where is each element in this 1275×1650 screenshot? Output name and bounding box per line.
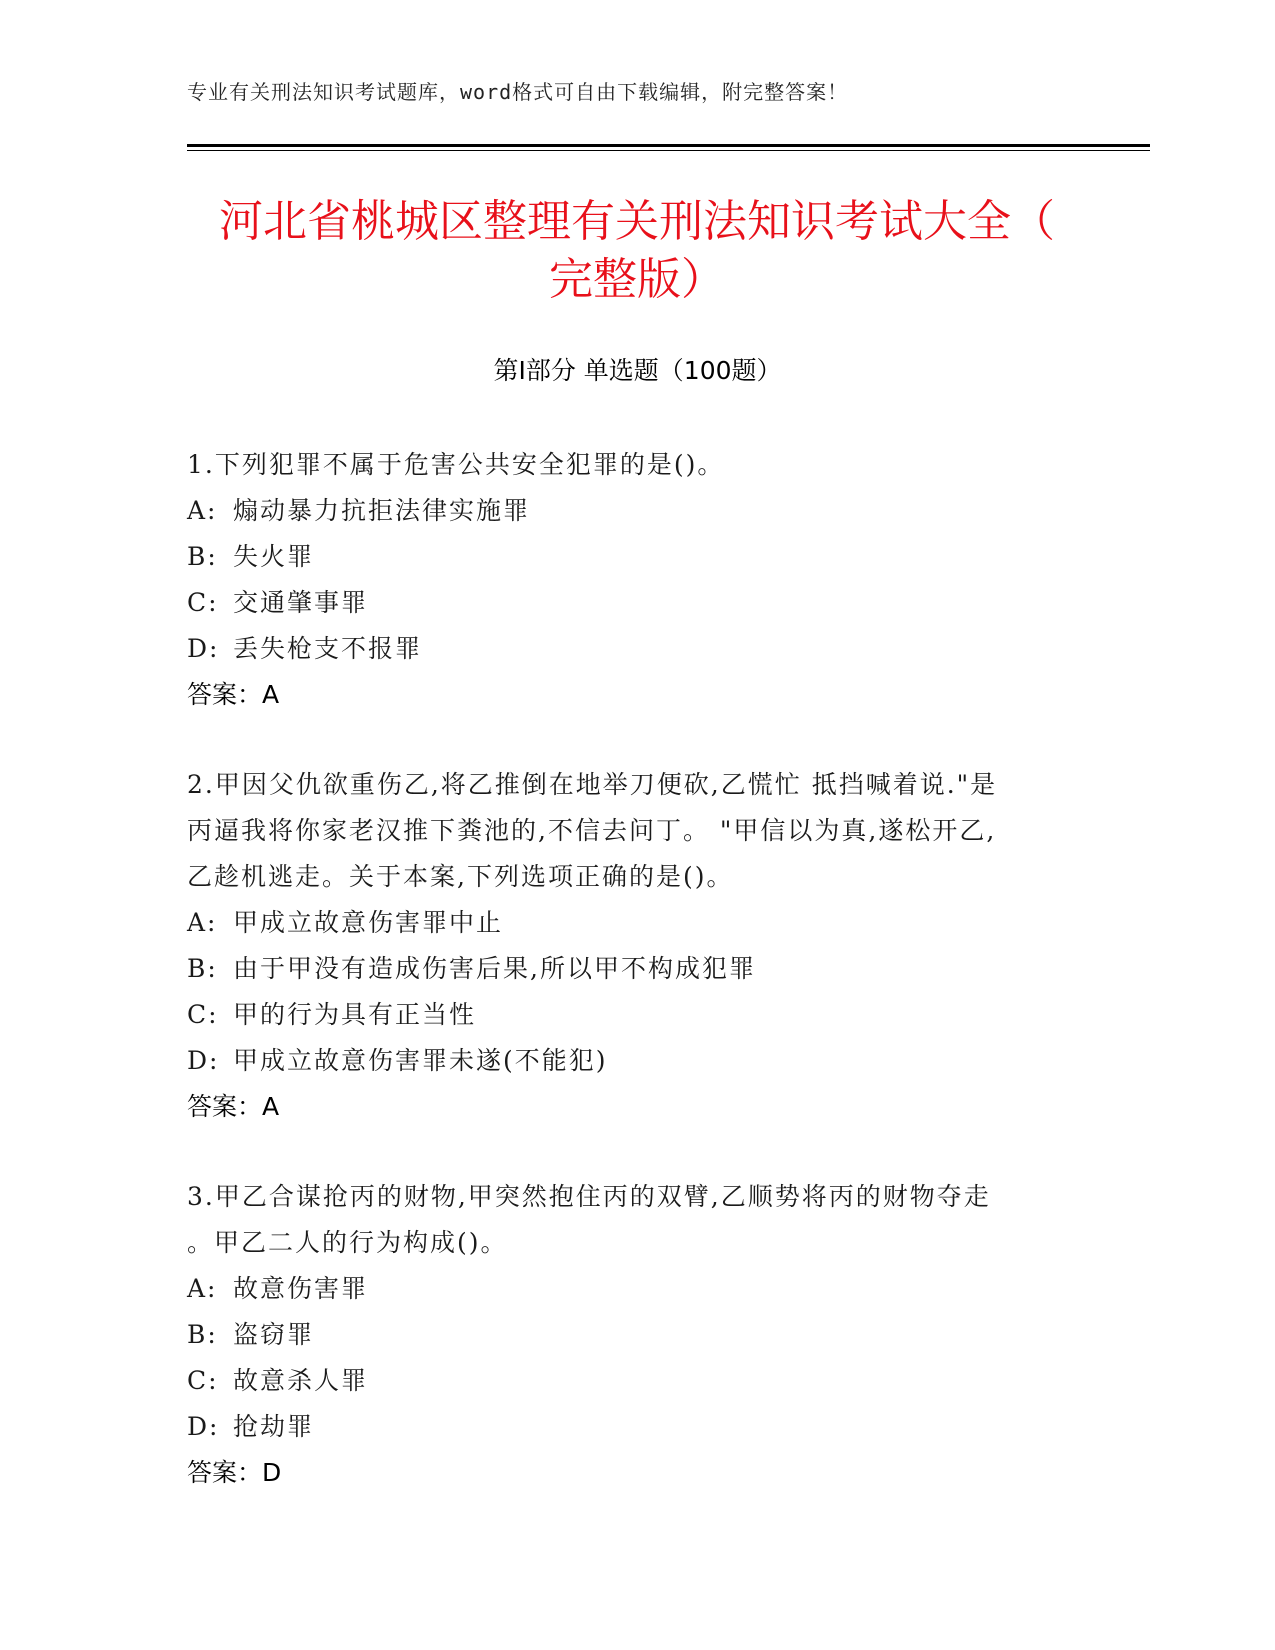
option-key: B: [187,542,218,571]
section-title: 第Ⅰ部分 单选题（100题） [493,356,782,385]
option-c [187,1358,1087,1404]
option-c [187,580,1087,626]
answer-label: 答案： [187,1092,263,1121]
option-c [187,992,1087,1038]
option-text: 由于甲没有造成伤害后果,所以甲不构成犯罪 [233,954,756,983]
option-d [187,1038,1087,1084]
answer-value: A [262,1092,280,1121]
option-b [187,1312,1087,1358]
document-title-line-1: 河北省桃城区整理有关刑法知识考试大全（ [219,196,1055,247]
option-a [187,900,1087,946]
question-list [187,442,1087,1540]
document-title-line-2: 完整版） [549,254,725,305]
option-key: D: [187,1046,220,1075]
option-text: 抢劫罪 [233,1412,315,1441]
question-stem-line: 3.甲乙合谋抢丙的财物,甲突然抱住丙的双臂,乙顺势将丙的财物夺走 [187,1182,991,1211]
question-stem-line: 。甲乙二人的行为构成()。 [187,1228,508,1257]
question-stem-line: 2.甲因父仇欲重伤乙,将乙推倒在地举刀便砍,乙慌忙 抵挡喊着说."是 [187,770,998,799]
question-3 [187,1174,1087,1496]
option-b [187,946,1087,992]
page-header-text: 专业有关刑法知识考试题库，word格式可自由下载编辑，附完整答案！ [187,80,849,104]
question-stem-line: 丙逼我将你家老汉推下粪池的,不信去问丁。 "甲信以为真,遂松开乙, [187,816,997,845]
option-d [187,626,1087,672]
option-key: C: [187,1000,219,1029]
answer-value: D [262,1458,282,1487]
header-rule-thick [187,144,1150,147]
option-text: 丢失枪支不报罪 [233,634,423,663]
answer-label: 答案： [187,680,263,709]
option-text: 煽动暴力抗拒法律实施罪 [233,496,531,525]
option-key: A: [187,908,218,937]
option-b [187,534,1087,580]
option-a [187,488,1087,534]
header-rule-thin [187,150,1150,151]
option-key: B: [187,1320,218,1349]
answer-value: A [262,680,280,709]
option-key: C: [187,1366,219,1395]
option-key: D: [187,634,220,663]
option-key: C: [187,588,219,617]
question-stem [187,442,1087,488]
option-key: B: [187,954,218,983]
question-stem [187,762,1087,900]
option-text: 甲成立故意伤害罪中止 [233,908,504,937]
option-text: 故意杀人罪 [233,1366,369,1395]
answer-label: 答案： [187,1458,263,1487]
option-text: 盗窃罪 [233,1320,315,1349]
option-key: A: [187,496,218,525]
option-text: 失火罪 [233,542,315,571]
document-title [187,193,1087,309]
option-text: 故意伤害罪 [233,1274,369,1303]
option-text: 甲成立故意伤害罪未遂(不能犯) [233,1046,608,1075]
question-1 [187,442,1087,718]
option-text: 甲的行为具有正当性 [233,1000,477,1029]
answer-line [187,1084,1087,1130]
answer-line [187,1450,1087,1496]
question-stem [187,1174,1087,1266]
option-text: 交通肇事罪 [233,588,369,617]
question-stem-line: 乙趁机逃走。关于本案,下列选项正确的是()。 [187,862,734,891]
question-2 [187,762,1087,1130]
option-a [187,1266,1087,1312]
answer-line [187,672,1087,718]
question-stem-line: 1.下列犯罪不属于危害公共安全犯罪的是()。 [187,450,725,479]
option-d [187,1404,1087,1450]
option-key: D: [187,1412,220,1441]
option-key: A: [187,1274,218,1303]
